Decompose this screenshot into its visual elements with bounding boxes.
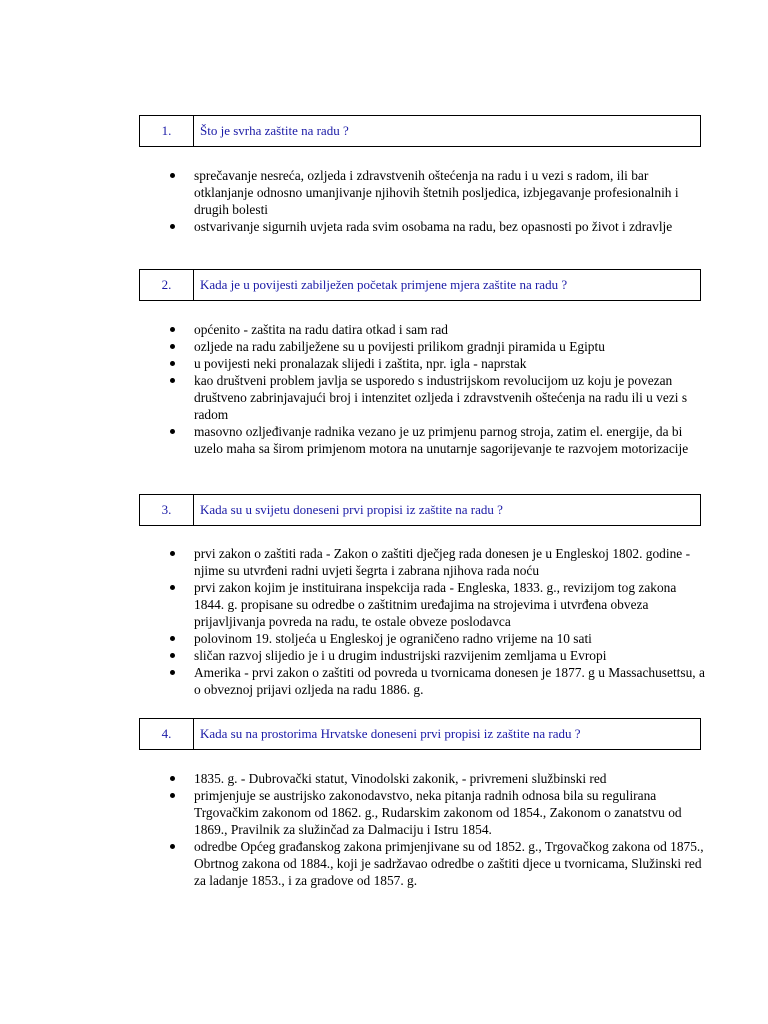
list-item: Amerika - prvi zakon o zaštiti od povreda u tvornicama donesen je 1877. g u Massachusettsu, a o obveznoj prijavi ozljeda na radu 1886. g. (167, 664, 707, 698)
list-item: u povijesti neki pronalazak slijedi i zaštita, npr. igla - naprstak (167, 355, 707, 372)
list-item: kao društveni problem javlja se usporedo s industrijskom revolucijom uz koju je povezan društveno zabrinjavajući broj i intenzitet ozljeda i zdravstvenih oštećenja na radu ili u vezi s radom (167, 372, 707, 423)
question-number: 3. (140, 495, 194, 525)
answer-list-4 (167, 770, 707, 889)
answer-list-3 (167, 545, 707, 698)
question-box-3 (139, 494, 701, 526)
list-item: polovinom 19. stoljeća u Engleskoj je ograničeno radno vrijeme na 10 sati (167, 630, 707, 647)
question-text: Kada su na prostorima Hrvatske doneseni prvi propisi iz zaštite na radu ? (200, 726, 581, 741)
list-item: ostvarivanje sigurnih uvjeta rada svim osobama na radu, bez opasnosti po život i zdravlje (167, 218, 707, 235)
list-item: sprečavanje nesreća, ozljeda i zdravstvenih oštećenja na radu i u vezi s radom, ili bar otklanjanje odnosno umanjivanje njihovih štetnih posljedica, izbjegavanje profesionalnih i drugih bolesti (167, 167, 707, 218)
list-item: prvi zakon o zaštiti rada - Zakon o zaštiti dječjeg rada donesen je u Engleskoj 1802. godine - njime su utvrđeni radni uvjeti šegrta i zabrana njihova rada noću (167, 545, 707, 579)
list-item: masovno ozljeđivanje radnika vezano je uz primjenu parnog stroja, zatim el. energije, da bi uzelo maha sa širom primjenom motora na unutarnje sagorijevanje te razvojem motorizacije (167, 423, 707, 457)
list-item: sličan razvoj slijedio je i u drugim industrijski razvijenim zemljama u Evropi (167, 647, 707, 664)
list-item: 1835. g. - Dubrovački statut, Vinodolski zakonik, - privremeni službinski red (167, 770, 707, 787)
question-box-2 (139, 269, 701, 301)
question-number: 2. (140, 270, 194, 300)
question-number: 4. (140, 719, 194, 749)
question-text: Kada je u povijesti zabilježen početak primjene mjera zaštite na radu ? (200, 277, 568, 292)
question-number: 1. (140, 116, 194, 146)
answer-list-1 (167, 167, 707, 235)
question-text: Kada su u svijetu doneseni prvi propisi iz zaštite na radu ? (200, 502, 503, 517)
list-item: odredbe Općeg građanskog zakona primjenjivane su od 1852. g., Trgovačkog zakona od 1875., Obrtnog zakona od 1884., koji je sadržavao odredbe o zaštiti djece u tvornicama, Služinski red za ladanje 1853., i za gradove od 1857. g. (167, 838, 707, 889)
question-text: Što je svrha zaštite na radu ? (200, 123, 349, 138)
list-item: ozljede na radu zabilježene su u povijesti prilikom gradnji piramida u Egiptu (167, 338, 707, 355)
answer-list-2 (167, 321, 707, 457)
list-item: općenito - zaštita na radu datira otkad i sam rad (167, 321, 707, 338)
question-box-4 (139, 718, 701, 750)
list-item: prvi zakon kojim je instituirana inspekcija rada - Engleska, 1833. g., revizijom tog zakona 1844. g. propisane su odredbe o zaštitnim uređajima na strojevima i utvrđena obveza prijavljivanja povreda na radu, te ostale obveze poslodavca (167, 579, 707, 630)
list-item: primjenjuje se austrijsko zakonodavstvo, neka pitanja radnih odnosa bila su regulirana Trgovačkim zakonom od 1862. g., Rudarskim zakonom od 1854., Zakonom o zanatstvu od 1869., Pravilnik za služinčad za Dalmaciju i Istru 1854. (167, 787, 707, 838)
question-box-1 (139, 115, 701, 147)
